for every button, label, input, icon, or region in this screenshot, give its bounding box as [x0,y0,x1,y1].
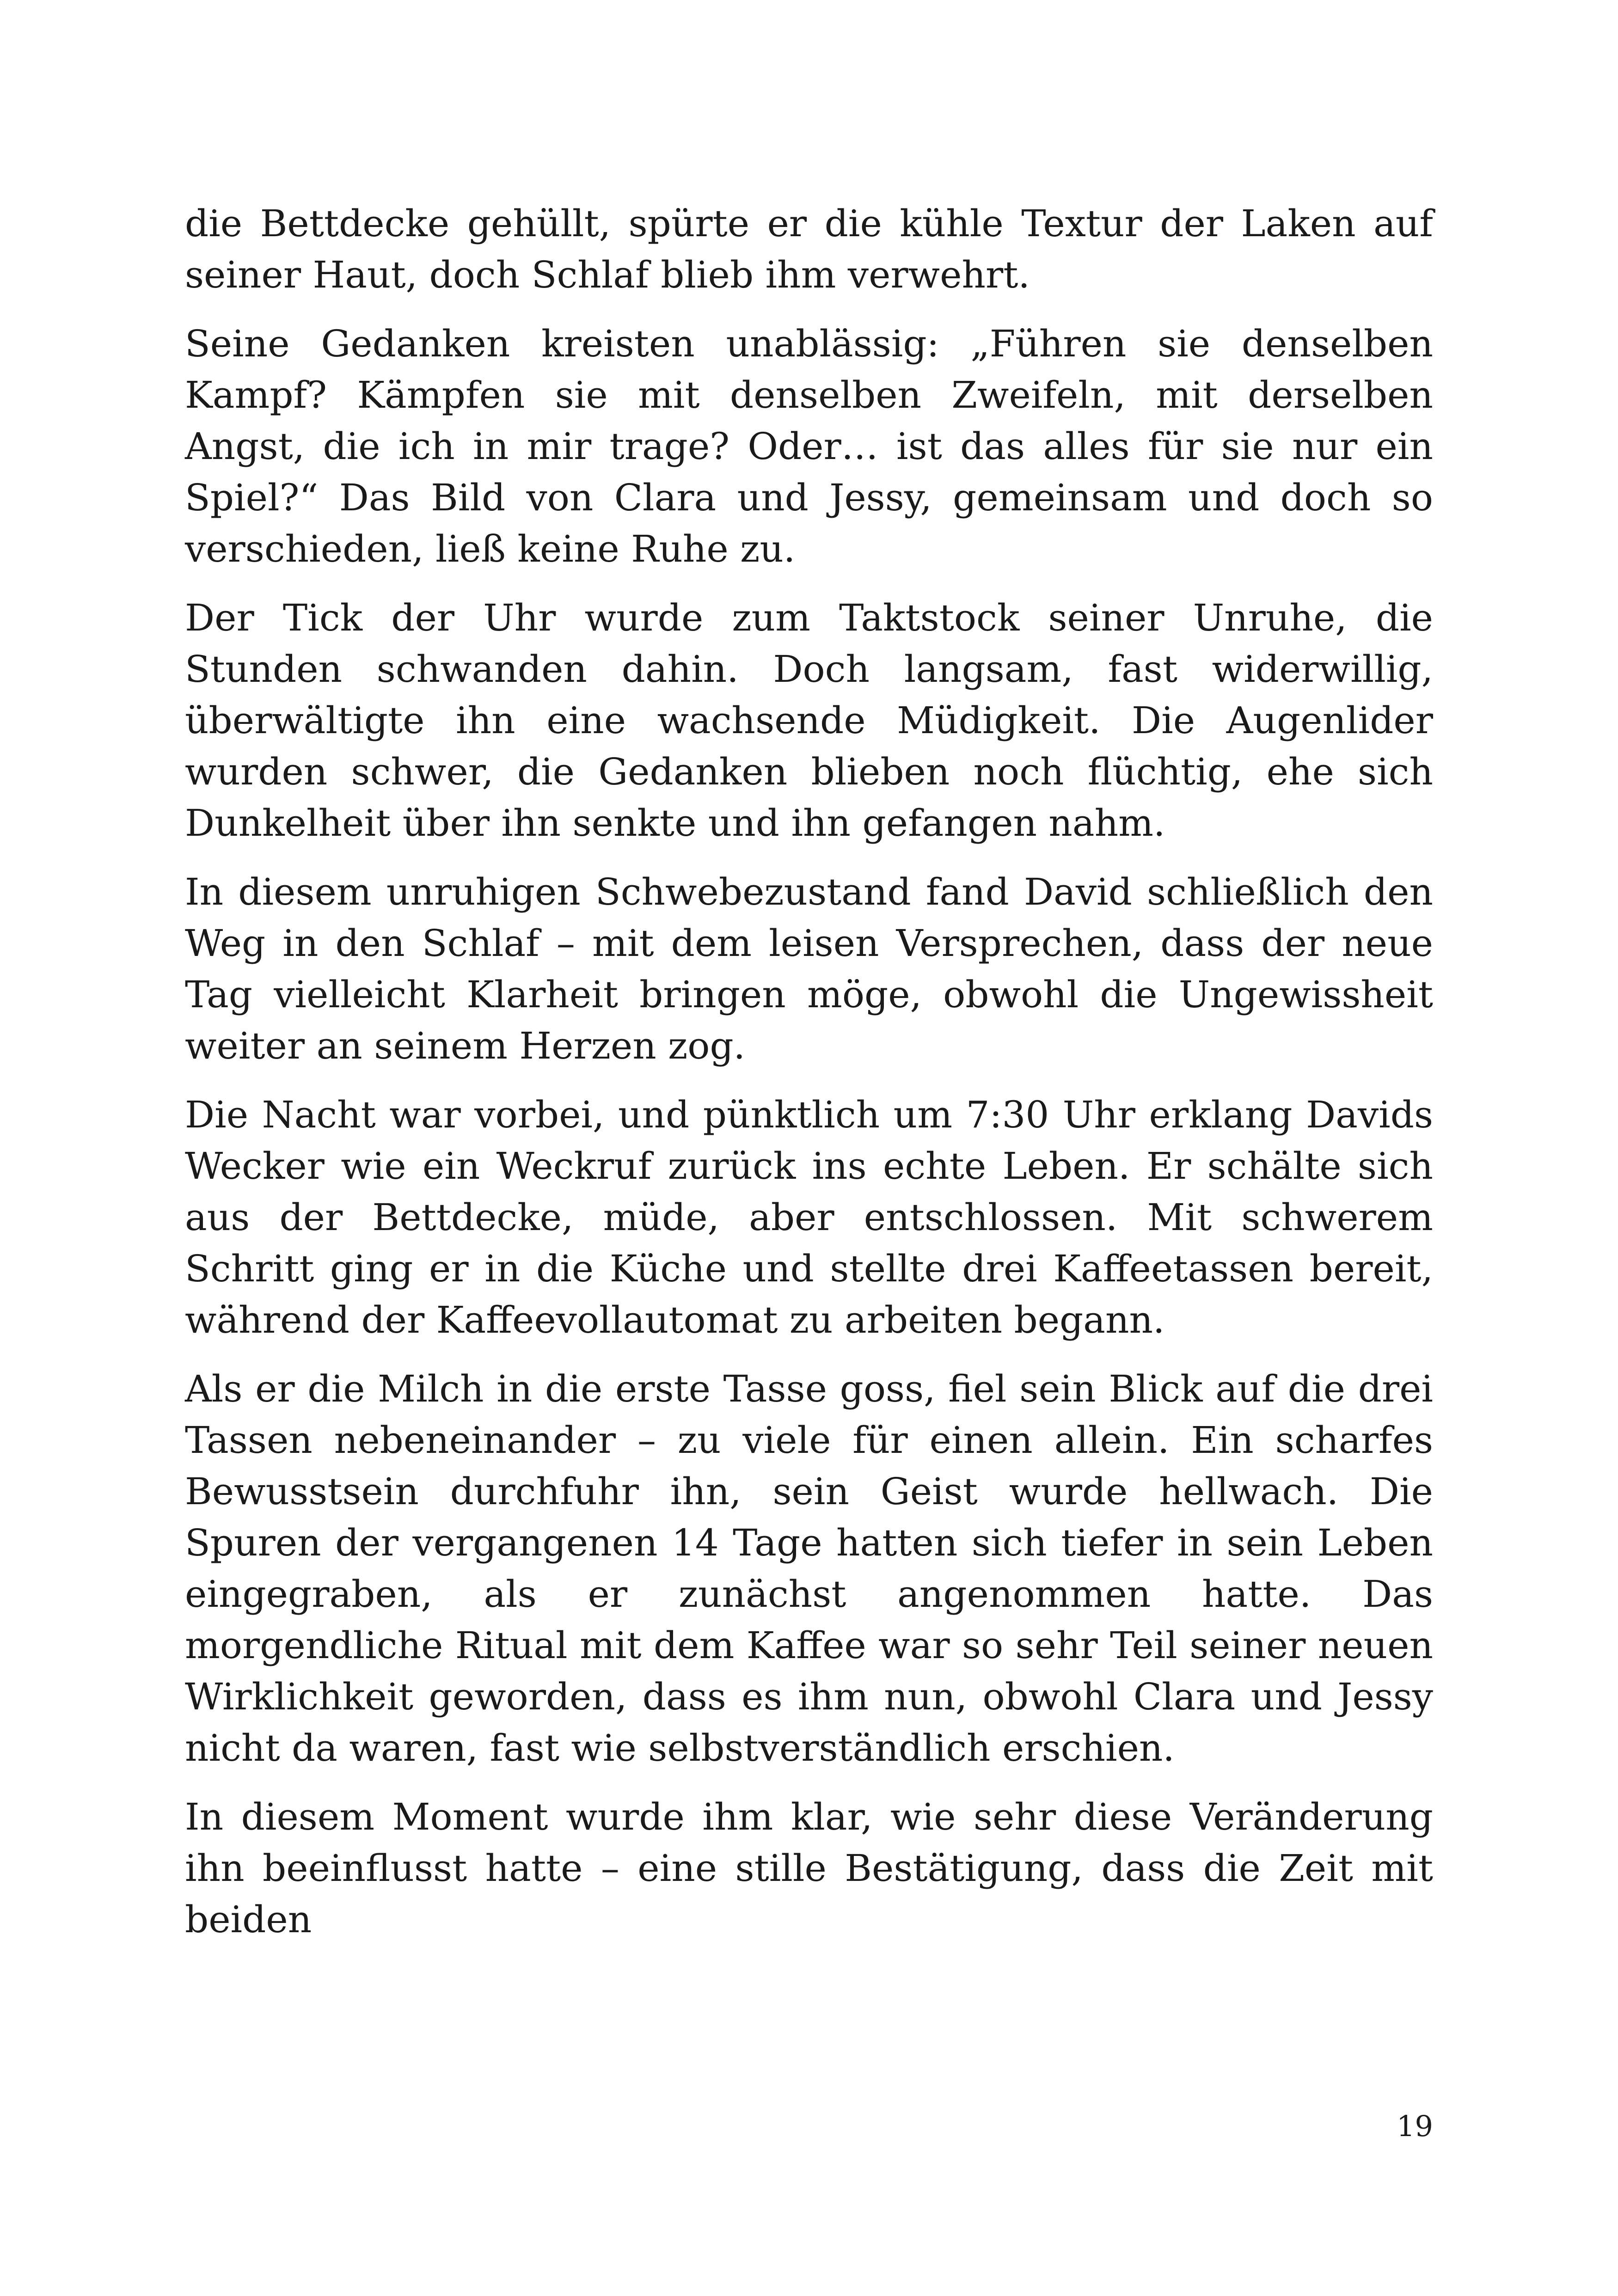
page-body-text [185,198,1433,1963]
paragraph: Der Tick der Uhr wurde zum Taktstock seiner Unruhe, die Stunden schwanden dahin. Doch langsam, fast widerwillig, überwältigte ihn eine wachsende Müdigkeit. Die Augenlider wurden schwer, die Gedanken blieben noch flüchtig, ehe sich Dunkelheit über ihn senkte und ihn gefangen nahm. [185,596,1433,845]
paragraph: Die Nacht war vorbei, und pünktlich um 7:30 Uhr erklang Davids Wecker wie ein Weckruf zurück ins echte Leben. Er schälte sich aus der Bettdecke, müde, aber entschlossen. Mit schwerem Schritt ging er in die Küche und stellte drei Kaffeetassen bereit, während der Kaffeevollautomat zu arbeiten begann. [185,1093,1433,1341]
paragraph: In diesem Moment wurde ihm klar, wie sehr diese Veränderung ihn beeinflusst hatte – eine stille Bestätigung, dass die Zeit mit beiden [185,1795,1433,1941]
page-number: 19 [1397,2109,1433,2143]
paragraph: In diesem unruhigen Schwebezustand fand David schließlich den Weg in den Schlaf – mit dem leisen Versprechen, dass der neue Tag vielleicht Klarheit bringen möge, obwohl die Ungewissheit weiter an seinem Herzen zog. [185,870,1433,1067]
paragraph: Als er die Milch in die erste Tasse goss, fiel sein Blick auf die drei Tassen nebeneinander – zu viele für einen allein. Ein scharfes Bewusstsein durchfuhr ihn, sein Geist wurde hellwach. Die Spuren der vergangenen 14 Tage hatten sich tiefer in sein Leben eingegraben, als er zunächst angenommen hatte. Das morgendliche Ritual mit dem Kaffee war so sehr Teil seiner neuen Wirklichkeit geworden, dass es ihm nun, obwohl Clara und Jessy nicht da waren, fast wie selbstverständlich erschien. [185,1367,1433,1769]
paragraph: Seine Gedanken kreisten unablässig: „Führen sie denselben Kampf? Kämpfen sie mit denselben Zweifeln, mit derselben Angst, die ich in mir trage? Oder… ist das alles für sie nur ein Spiel?“ Das Bild von Clara und Jessy, gemeinsam und doch so verschieden, ließ keine Ruhe zu. [185,322,1433,570]
paragraph: die Bettdecke gehüllt, spürte er die kühle Textur der Laken auf seiner Haut, doch Schlaf blieb ihm verwehrt. [185,202,1433,296]
